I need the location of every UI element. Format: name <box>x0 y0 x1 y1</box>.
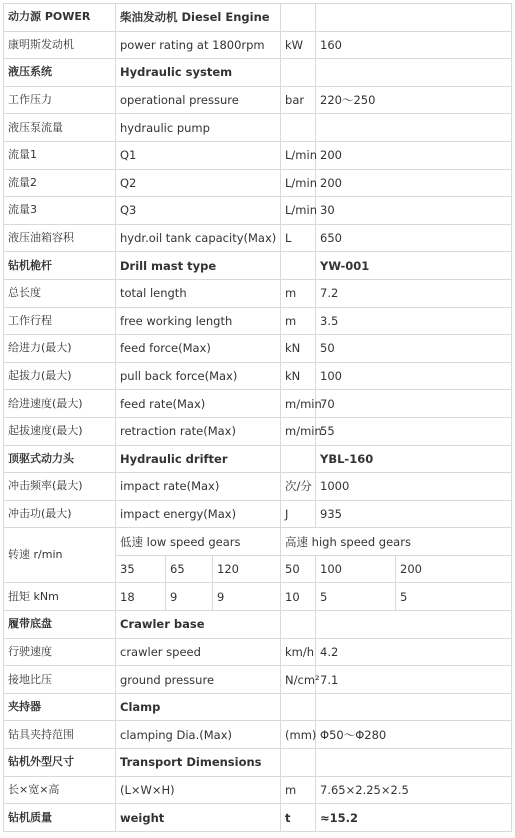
value-cell: 100 <box>316 362 512 390</box>
unit-cell <box>281 693 316 721</box>
speed-label: 转速 r/min <box>4 528 116 583</box>
unit-cell: J <box>281 500 316 528</box>
torque-value: 5 <box>316 583 396 611</box>
value-cell <box>316 749 512 777</box>
label-en-cell: impact rate(Max) <box>116 473 281 501</box>
label-en-cell: feed rate(Max) <box>116 390 281 418</box>
unit-cell: L <box>281 224 316 252</box>
value-cell: ≈15.2 <box>316 804 512 832</box>
section-row <box>4 4 512 32</box>
value-cell <box>316 114 512 142</box>
section-row <box>4 445 512 473</box>
label-zh-cell: 起拔力(最大) <box>4 362 116 390</box>
label-en-cell: pull back force(Max) <box>116 362 281 390</box>
label-zh-cell: 流量1 <box>4 141 116 169</box>
label-zh-cell: 冲击频率(最大) <box>4 473 116 501</box>
label-zh-cell: 钻机质量 <box>4 804 116 832</box>
spec-row <box>4 114 512 142</box>
spec-row <box>4 224 512 252</box>
spec-rows-top <box>4 4 512 528</box>
torque-row <box>4 583 512 611</box>
label-zh-cell: 给进力(最大) <box>4 335 116 363</box>
torque-value: 9 <box>213 583 281 611</box>
value-cell: 7.65×2.25×2.5 <box>316 776 512 804</box>
unit-cell: kN <box>281 335 316 363</box>
value-cell: 7.1 <box>316 666 512 694</box>
label-en-cell: Hydraulic drifter <box>116 445 281 473</box>
value-cell <box>316 59 512 87</box>
unit-cell <box>281 445 316 473</box>
unit-cell: (mm) <box>281 721 316 749</box>
speed-value: 100 <box>316 555 396 583</box>
section-row <box>4 59 512 87</box>
label-zh-cell: 液压泵流量 <box>4 114 116 142</box>
label-zh-cell: 行驶速度 <box>4 638 116 666</box>
unit-cell: L/min <box>281 197 316 225</box>
unit-cell <box>281 4 316 32</box>
unit-cell <box>281 59 316 87</box>
value-cell: 220～250 <box>316 86 512 114</box>
unit-cell <box>281 611 316 639</box>
torque-label: 扭矩 kNm <box>4 583 116 611</box>
unit-cell: kN <box>281 362 316 390</box>
speed-value: 200 <box>396 555 512 583</box>
label-en-cell: power rating at 1800rpm <box>116 31 281 59</box>
low-speed-header: 低速 low speed gears <box>116 528 281 556</box>
value-cell: 935 <box>316 500 512 528</box>
label-en-cell: ground pressure <box>116 666 281 694</box>
unit-cell: N/cm² <box>281 666 316 694</box>
spec-row <box>4 307 512 335</box>
label-zh-cell: 顶驱式动力头 <box>4 445 116 473</box>
label-zh-cell: 长×宽×高 <box>4 776 116 804</box>
label-zh-cell: 流量2 <box>4 169 116 197</box>
value-cell: YBL-160 <box>316 445 512 473</box>
value-cell: 650 <box>316 224 512 252</box>
unit-cell: 次/分 <box>281 473 316 501</box>
spec-row <box>4 169 512 197</box>
label-en-cell: Q3 <box>116 197 281 225</box>
value-cell: YW-001 <box>316 252 512 280</box>
label-zh-cell: 钻机外型尺寸 <box>4 749 116 777</box>
label-en-cell: Q1 <box>116 141 281 169</box>
value-cell <box>316 693 512 721</box>
high-speed-header: 高速 high speed gears <box>281 528 512 556</box>
unit-cell: bar <box>281 86 316 114</box>
speed-value: 35 <box>116 555 166 583</box>
value-cell: 50 <box>316 335 512 363</box>
spec-row <box>4 417 512 445</box>
label-en-cell: Clamp <box>116 693 281 721</box>
unit-cell: L/min <box>281 169 316 197</box>
label-en-cell: Drill mast type <box>116 252 281 280</box>
value-cell: 55 <box>316 417 512 445</box>
label-zh-cell: 工作行程 <box>4 307 116 335</box>
spec-row <box>4 279 512 307</box>
unit-cell: m <box>281 776 316 804</box>
label-en-cell: Q2 <box>116 169 281 197</box>
section-row <box>4 804 512 832</box>
torque-value: 5 <box>396 583 512 611</box>
torque-value: 18 <box>116 583 166 611</box>
section-row <box>4 611 512 639</box>
spec-row <box>4 197 512 225</box>
label-zh-cell: 液压油箱容积 <box>4 224 116 252</box>
spec-row <box>4 362 512 390</box>
speed-torque-block <box>4 528 512 611</box>
unit-cell: m <box>281 307 316 335</box>
label-zh-cell: 接地比压 <box>4 666 116 694</box>
spec-row <box>4 473 512 501</box>
spec-row <box>4 390 512 418</box>
spec-row <box>4 141 512 169</box>
label-zh-cell: 起拔速度(最大) <box>4 417 116 445</box>
unit-cell: m/min <box>281 417 316 445</box>
label-zh-cell: 动力源 POWER <box>4 4 116 32</box>
label-zh-cell: 钻具夹持范围 <box>4 721 116 749</box>
unit-cell: kW <box>281 31 316 59</box>
value-cell: 1000 <box>316 473 512 501</box>
unit-cell <box>281 114 316 142</box>
spec-row <box>4 31 512 59</box>
label-en-cell: hydr.oil tank capacity(Max) <box>116 224 281 252</box>
label-en-cell: Transport Dimensions <box>116 749 281 777</box>
label-zh-cell: 康明斯发动机 <box>4 31 116 59</box>
spec-row <box>4 638 512 666</box>
label-zh-cell: 履带底盘 <box>4 611 116 639</box>
value-cell: 200 <box>316 141 512 169</box>
spec-row <box>4 500 512 528</box>
value-cell: 200 <box>316 169 512 197</box>
label-en-cell: Crawler base <box>116 611 281 639</box>
label-en-cell: impact energy(Max) <box>116 500 281 528</box>
spec-row <box>4 721 512 749</box>
label-en-cell: weight <box>116 804 281 832</box>
spec-row <box>4 86 512 114</box>
unit-cell <box>281 749 316 777</box>
unit-cell: m/min <box>281 390 316 418</box>
label-en-cell: clamping Dia.(Max) <box>116 721 281 749</box>
speed-row-header <box>4 528 512 556</box>
spec-table <box>3 3 512 832</box>
label-zh-cell: 流量3 <box>4 197 116 225</box>
spec-row <box>4 666 512 694</box>
label-en-cell: (L×W×H) <box>116 776 281 804</box>
section-row <box>4 749 512 777</box>
value-cell: Φ50～Φ280 <box>316 721 512 749</box>
value-cell: 70 <box>316 390 512 418</box>
value-cell: 3.5 <box>316 307 512 335</box>
label-zh-cell: 冲击功(最大) <box>4 500 116 528</box>
value-cell <box>316 611 512 639</box>
label-en-cell: retraction rate(Max) <box>116 417 281 445</box>
spec-rows-bottom <box>4 611 512 832</box>
speed-value: 120 <box>213 555 281 583</box>
label-en-cell: operational pressure <box>116 86 281 114</box>
label-zh-cell: 夹持器 <box>4 693 116 721</box>
value-cell <box>316 4 512 32</box>
spec-row <box>4 335 512 363</box>
label-zh-cell: 总长度 <box>4 279 116 307</box>
unit-cell: L/min <box>281 141 316 169</box>
section-row <box>4 252 512 280</box>
label-zh-cell: 工作压力 <box>4 86 116 114</box>
label-en-cell: feed force(Max) <box>116 335 281 363</box>
unit-cell <box>281 252 316 280</box>
value-cell: 4.2 <box>316 638 512 666</box>
unit-cell: km/h <box>281 638 316 666</box>
label-en-cell: hydraulic pump <box>116 114 281 142</box>
label-en-cell: crawler speed <box>116 638 281 666</box>
torque-value: 10 <box>281 583 316 611</box>
label-en-cell: Hydraulic system <box>116 59 281 87</box>
value-cell: 7.2 <box>316 279 512 307</box>
label-en-cell: 柴油发动机 Diesel Engine <box>116 4 281 32</box>
value-cell: 30 <box>316 197 512 225</box>
speed-value: 65 <box>166 555 213 583</box>
torque-value: 9 <box>166 583 213 611</box>
label-en-cell: free working length <box>116 307 281 335</box>
label-zh-cell: 钻机桅杆 <box>4 252 116 280</box>
label-zh-cell: 液压系统 <box>4 59 116 87</box>
speed-value: 50 <box>281 555 316 583</box>
section-row <box>4 693 512 721</box>
unit-cell: t <box>281 804 316 832</box>
value-cell: 160 <box>316 31 512 59</box>
unit-cell: m <box>281 279 316 307</box>
label-zh-cell: 给进速度(最大) <box>4 390 116 418</box>
label-en-cell: total length <box>116 279 281 307</box>
spec-row <box>4 776 512 804</box>
